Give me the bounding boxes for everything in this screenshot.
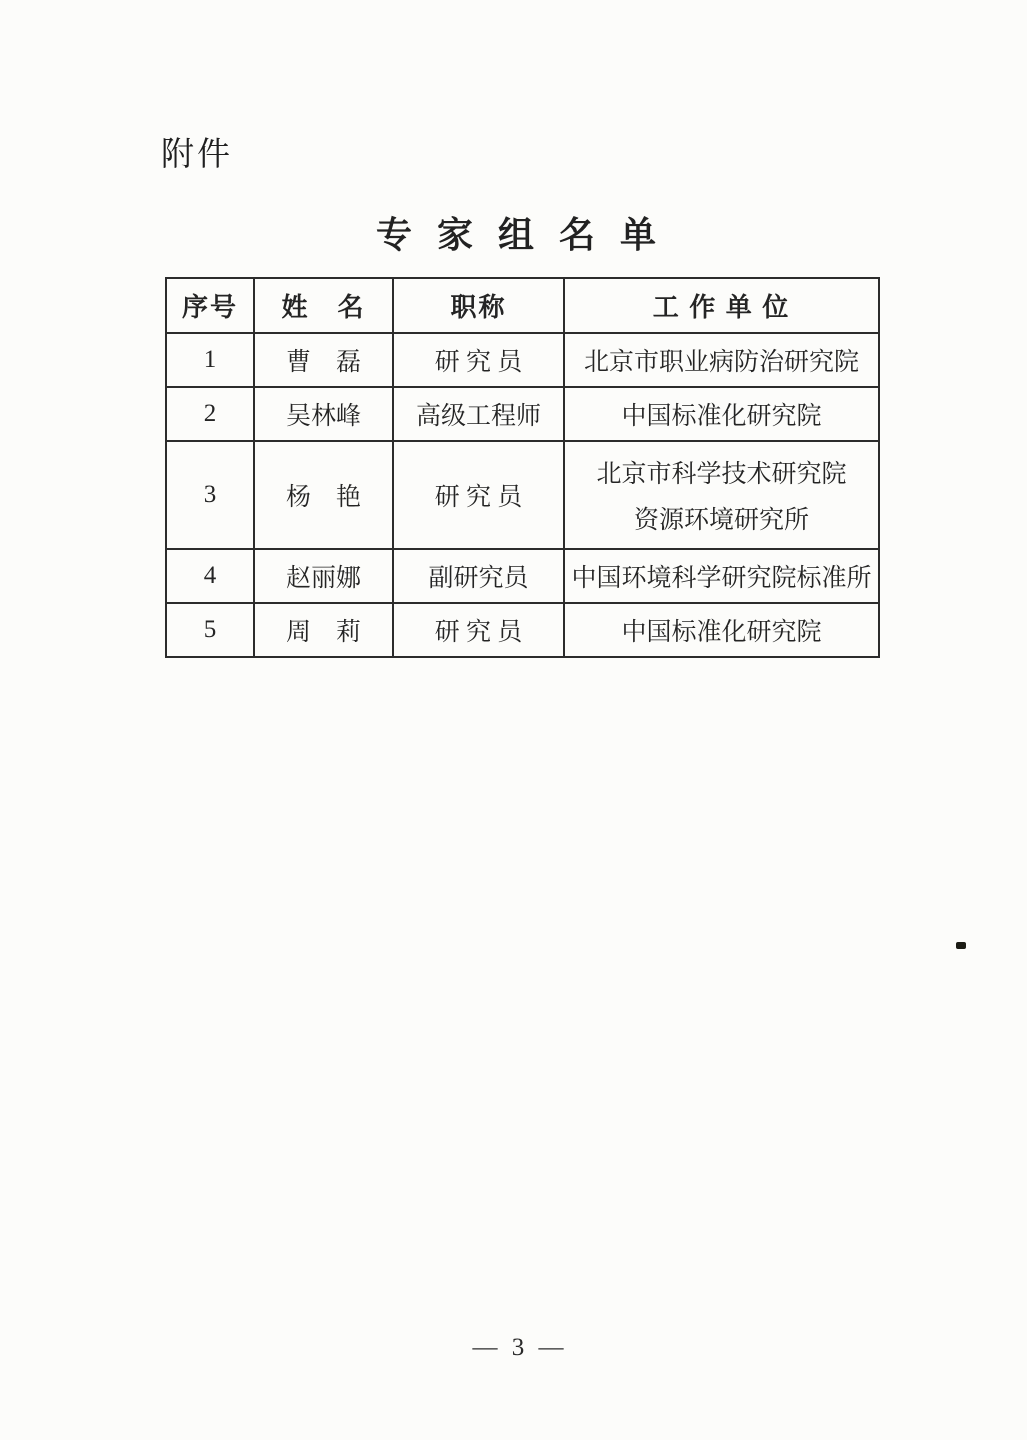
cell-name: 周 莉 xyxy=(254,603,393,657)
cell-job-title: 研 究 员 xyxy=(393,441,564,549)
table-row xyxy=(166,333,879,387)
work-unit-line-2: 资源环境研究所 xyxy=(633,507,809,535)
footer-page-number: — 3 — xyxy=(472,1334,568,1361)
attachment-label: 附件 xyxy=(161,137,233,173)
cell-number: 4 xyxy=(166,549,254,603)
cell-number: 2 xyxy=(166,387,254,441)
cell-name: 曹 磊 xyxy=(254,333,393,387)
table-row xyxy=(166,549,879,603)
cell-name: 吴林峰 xyxy=(254,387,393,441)
expert-group-table xyxy=(165,277,880,658)
page-title: 专 家 组 名 单 xyxy=(375,215,664,255)
cell-work-unit: 中国标准化研究院 xyxy=(564,603,879,657)
cell-job-title: 研 究 员 xyxy=(393,603,564,657)
header-cell-number: 序号 xyxy=(166,278,254,333)
header-cell-job-title: 职称 xyxy=(393,278,564,333)
header-cell-name: 姓 名 xyxy=(254,278,393,333)
cell-job-title: 高级工程师 xyxy=(393,387,564,441)
cell-work-unit: 中国标准化研究院 xyxy=(564,387,879,441)
cell-job-title: 研 究 员 xyxy=(393,333,564,387)
cell-number: 3 xyxy=(166,441,254,549)
table-row xyxy=(166,387,879,441)
table-header-row xyxy=(166,278,879,333)
cell-name: 赵丽娜 xyxy=(254,549,393,603)
table-row xyxy=(166,441,879,549)
cell-number: 1 xyxy=(166,333,254,387)
cell-work-unit: 北京市职业病防治研究院 xyxy=(564,333,879,387)
cell-name: 杨 艳 xyxy=(254,441,393,549)
cell-work-unit xyxy=(564,441,879,549)
cell-number: 5 xyxy=(166,603,254,657)
cell-work-unit: 中国环境科学研究院标准所 xyxy=(564,549,879,603)
scan-artifact-dot xyxy=(956,942,966,949)
header-cell-work-unit: 工 作 单 位 xyxy=(564,278,879,333)
work-unit-line-1: 北京市科学技术研究院 xyxy=(596,460,847,488)
cell-job-title: 副研究员 xyxy=(393,549,564,603)
table-row xyxy=(166,603,879,657)
